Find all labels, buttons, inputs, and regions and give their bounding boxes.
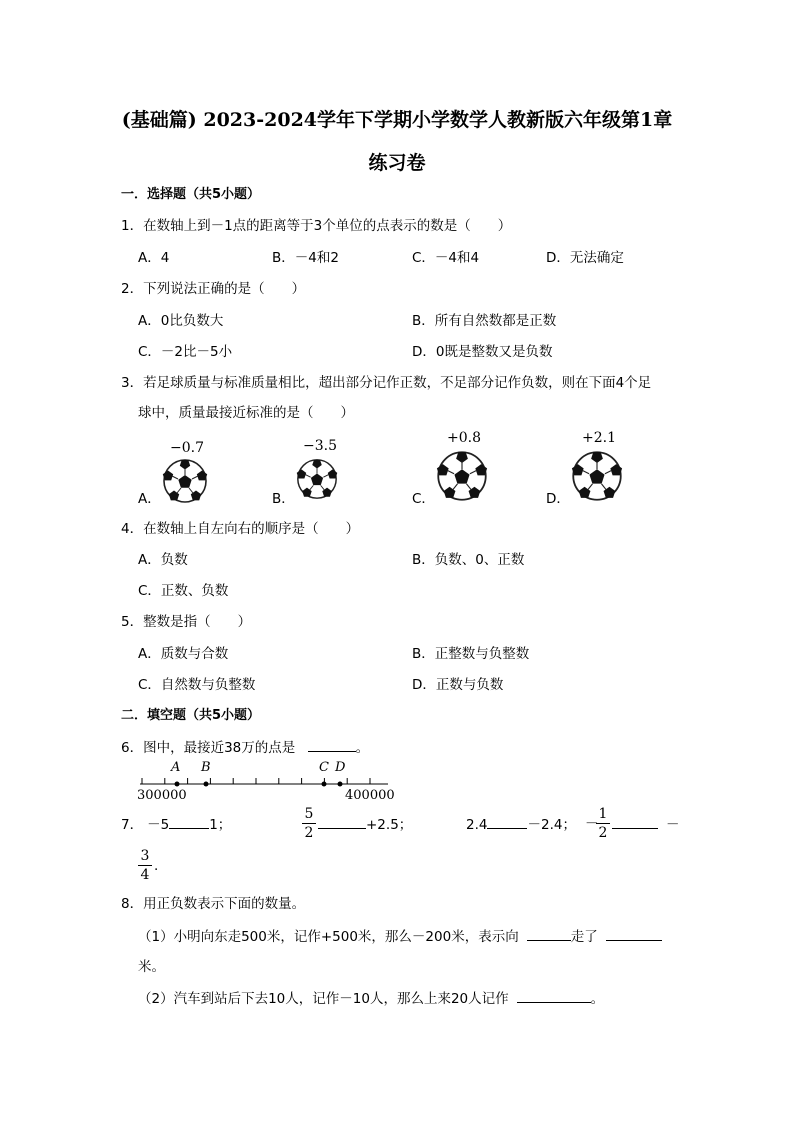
q7-blank-3[interactable] — [487, 815, 527, 829]
fraction-three-quarters — [138, 848, 152, 883]
q8-sub1-text: （1）小明向东走500米，记作+500米，那么－200米，表示向 — [138, 929, 519, 945]
q1-option-d[interactable]: D．无法确定 — [546, 250, 624, 266]
q4-option-a[interactable]: A．负数 — [138, 552, 188, 568]
q5-option-b[interactable]: B．正整数与负整数 — [412, 646, 530, 662]
q7-p2b: +2.5； — [366, 817, 413, 833]
question-2-stem: 2．下列说法正确的是（ ） — [121, 281, 306, 297]
q5-option-c[interactable]: C．自然数与负整数 — [138, 677, 256, 693]
soccer-ball-c-icon — [436, 450, 488, 502]
q8-sub2-end: 。 — [590, 991, 605, 1007]
q3-option-c[interactable]: C． — [412, 491, 435, 507]
question-7-part3 — [466, 815, 576, 834]
q7-number: 7． — [121, 817, 144, 833]
q2-option-d[interactable]: D．0既是整数又是负数 — [412, 344, 553, 360]
q5-option-d[interactable]: D．正数与负数 — [412, 677, 504, 693]
fraction-denominator: 2 — [304, 825, 314, 841]
soccer-ball-d-icon — [571, 450, 623, 502]
q3-option-d[interactable]: D． — [546, 491, 570, 507]
point-d-label: D — [335, 760, 346, 775]
ball-a-label: −0.7 — [170, 440, 204, 456]
point-a-label: A — [171, 760, 181, 775]
q7-p3: 2.4 — [466, 817, 488, 833]
q1-option-b[interactable]: B．－4和2 — [272, 250, 339, 266]
q7-end: . — [154, 858, 159, 874]
q7-blank-1[interactable] — [169, 815, 209, 829]
q5-option-a[interactable]: A．质数与合数 — [138, 646, 229, 662]
ball-d-label: +2.1 — [582, 430, 616, 446]
question-8-sub2 — [138, 989, 604, 1008]
fraction-numerator: 5 — [304, 806, 314, 822]
q8-blank-distance[interactable] — [606, 927, 662, 941]
q1-option-a[interactable]: A．4 — [138, 250, 170, 266]
q6-stem-end: 。 — [355, 740, 370, 756]
question-1-stem: 1．在数轴上到－1点的距离等于3个单位的点表示的数是（ ） — [121, 218, 512, 234]
q8-blank-direction[interactable] — [527, 927, 571, 941]
point-b-label: B — [201, 760, 211, 775]
soccer-ball-a-icon — [162, 458, 208, 504]
section-heading-fill: 二．填空题（共5小题） — [121, 708, 261, 723]
fraction-one-half — [596, 806, 610, 841]
q7-p1: －5 — [147, 817, 170, 833]
q7-p1b: 1； — [209, 817, 232, 833]
q2-option-c[interactable]: C．－2比－5小 — [138, 344, 233, 360]
question-7-part4-sign: － — [585, 816, 599, 832]
q7-p4b: － — [666, 817, 680, 833]
question-8-sub1 — [138, 927, 662, 946]
number-line-right-value: 400000 — [345, 788, 395, 803]
question-3-stem: 3．若足球质量与标准质量相比，超出部分记作正数，不足部分记作负数，则在下面4个足 — [121, 375, 652, 391]
question-7-part1 — [121, 815, 231, 834]
q3-option-b[interactable]: B． — [272, 491, 295, 507]
page-title-line2: 练习卷 — [368, 152, 426, 174]
q1-option-c[interactable]: C．－4和4 — [412, 250, 480, 266]
q2-option-a[interactable]: A．0比负数大 — [138, 313, 224, 329]
number-line-left-value: 300000 — [137, 788, 187, 803]
page-title: (基础篇) 2023-2024学年下学期小学数学人教新版六年级第1章 — [121, 109, 673, 131]
q4-option-b[interactable]: B．负数、0、正数 — [412, 552, 525, 568]
fraction-five-halves — [302, 806, 316, 841]
fraction-denominator: 2 — [598, 825, 608, 841]
q6-answer-blank[interactable] — [308, 738, 356, 752]
section-heading-choice: 一．选择题（共5小题） — [121, 187, 261, 202]
q7-p3b: －2.4； — [527, 817, 576, 833]
q7-blank-4[interactable] — [612, 815, 658, 829]
fraction-numerator: 3 — [140, 848, 150, 864]
ball-b-label: −3.5 — [303, 438, 337, 454]
q2-option-b[interactable]: B．所有自然数都是正数 — [412, 313, 557, 329]
question-7-part2 — [318, 815, 412, 834]
question-8-stem: 8．用正负数表示下面的数量。 — [121, 896, 306, 912]
fraction-denominator: 4 — [140, 867, 150, 883]
q3-option-a[interactable]: A． — [138, 491, 161, 507]
q8-sub1-text-2: 走了 — [570, 929, 598, 945]
question-5-stem: 5．整数是指（ ） — [121, 614, 252, 630]
question-3-stem-cont: 球中，质量最接近标准的是（ ） — [138, 405, 354, 421]
q8-sub1-unit: 米。 — [138, 959, 165, 975]
question-7-part4 — [612, 815, 680, 834]
q6-stem-text: 6．图中，最接近38万的点是 — [121, 740, 296, 756]
point-c-label: C — [319, 760, 329, 775]
q8-blank-people[interactable] — [517, 989, 591, 1003]
fraction-numerator: 1 — [598, 806, 608, 822]
soccer-ball-b-icon — [296, 458, 338, 500]
ball-c-label: +0.8 — [447, 430, 481, 446]
q4-option-c[interactable]: C．正数、负数 — [138, 583, 229, 599]
q7-blank-2[interactable] — [318, 815, 366, 829]
question-4-stem: 4．在数轴上自左向右的顺序是（ ） — [121, 521, 360, 537]
question-6-stem — [121, 738, 369, 757]
q8-sub2-text: （2）汽车到站后下去10人，记作－10人，那么上来20人记作 — [138, 991, 509, 1007]
